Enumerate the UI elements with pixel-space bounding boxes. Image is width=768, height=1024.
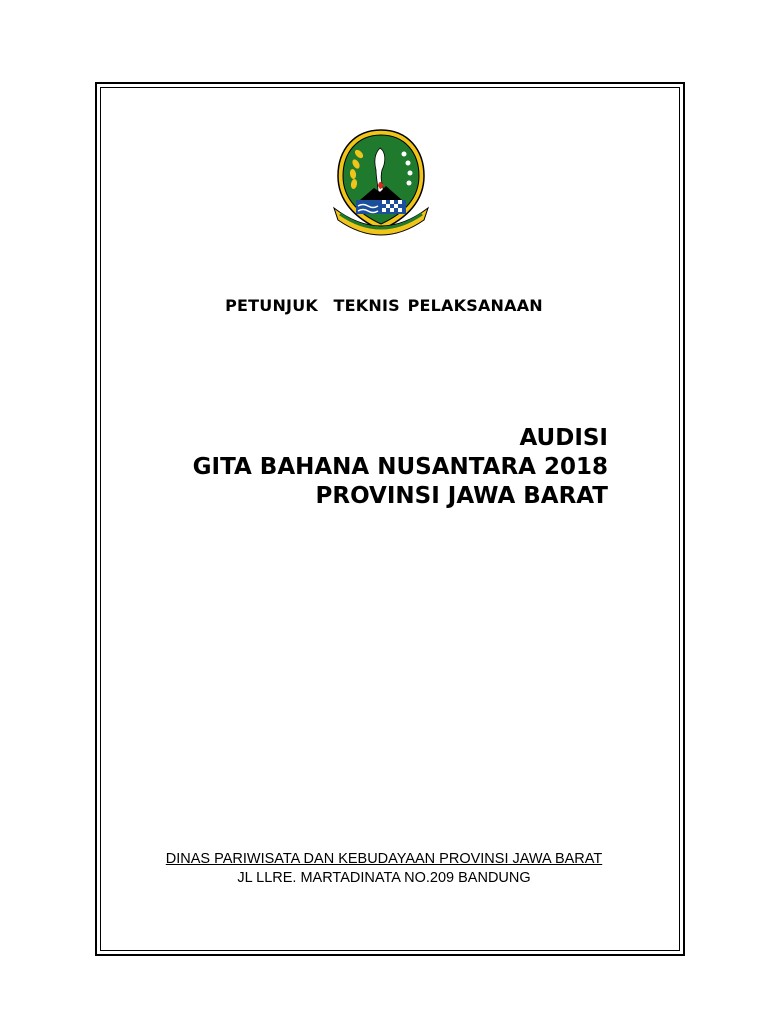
publisher-street: JL LLRE. MARTADINATA NO.209 BANDUNG	[237, 870, 531, 886]
title-line-2: GITA BAHANA NUSANTARA 2018	[192, 454, 608, 480]
west-java-emblem-icon	[330, 126, 432, 240]
title-line-3: PROVINSI JAWA BARAT	[315, 483, 608, 509]
document-subtitle: PETUNJUK TEKNIS PELAKSANAAN	[225, 296, 543, 315]
publisher-address	[0, 850, 768, 888]
title-line-1: AUDISI	[519, 425, 608, 451]
publisher-name: DINAS PARIWISATA DAN KEBUDAYAAN PROVINSI JAWA BARAT	[165, 851, 603, 867]
title-block	[193, 424, 608, 511]
